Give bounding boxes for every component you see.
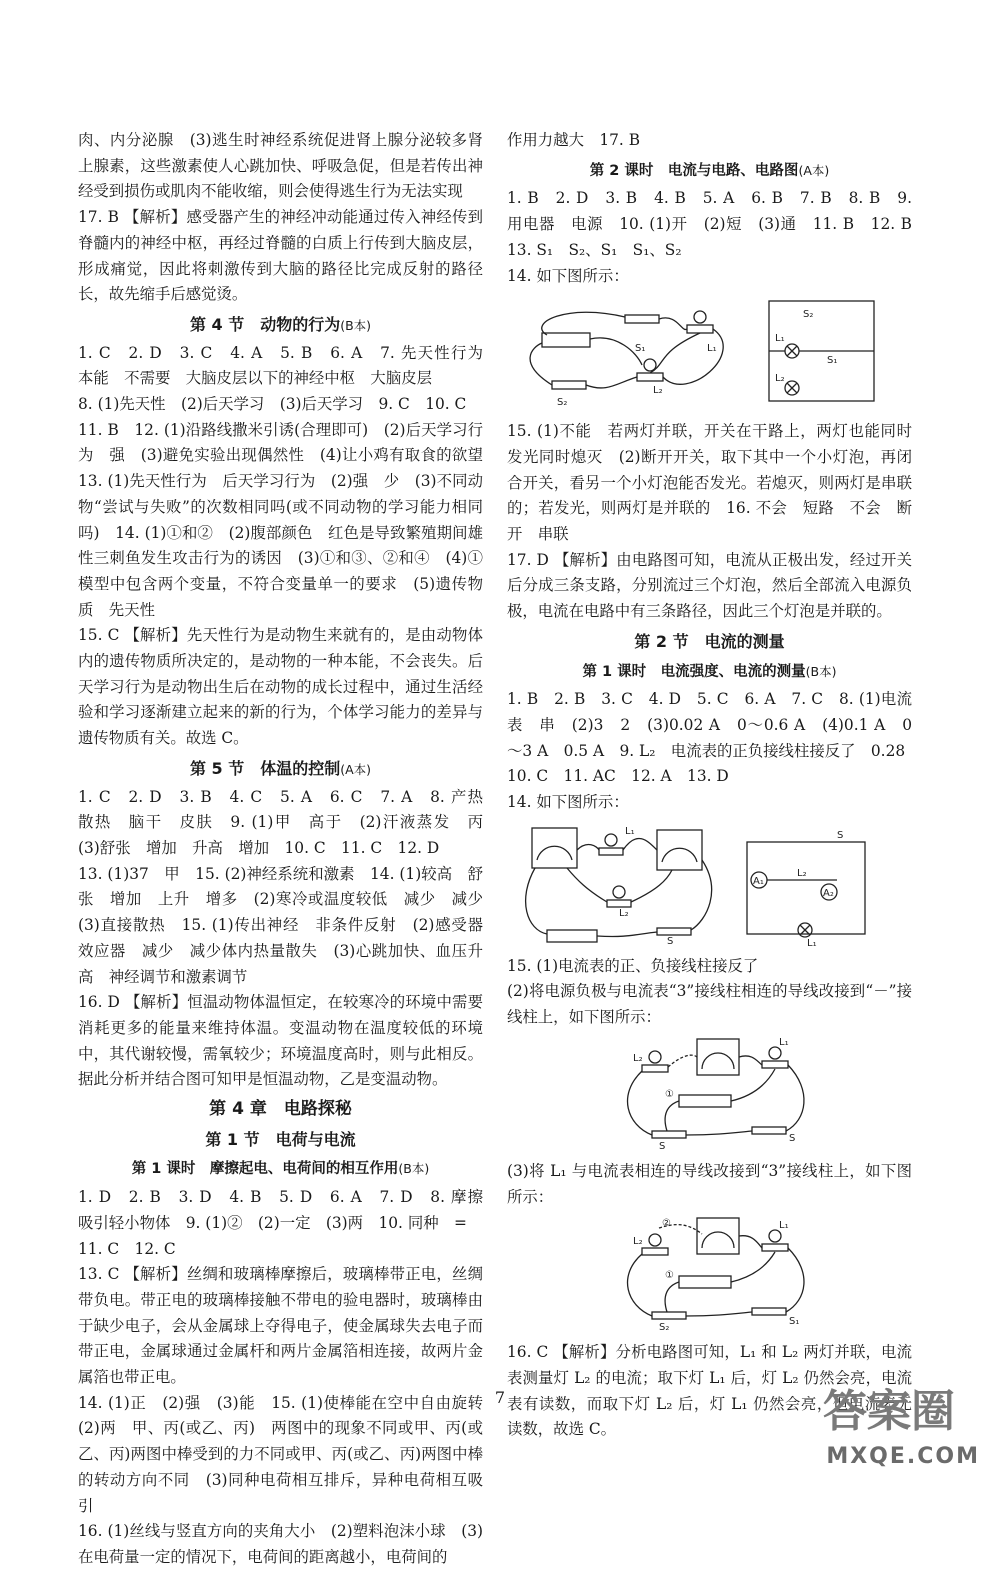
label: L₂ bbox=[797, 867, 807, 879]
label: L₂ bbox=[633, 1052, 643, 1064]
label: L₂ bbox=[653, 385, 663, 397]
switch-icon bbox=[652, 1131, 686, 1138]
heading-tag: (B本) bbox=[340, 317, 372, 333]
switch-icon bbox=[625, 315, 659, 323]
paragraph: (3)将 L₁ 与电流表相连的导线改接到“3”接线柱上，如下图所示： bbox=[507, 1161, 912, 1206]
label: ① bbox=[665, 1088, 674, 1100]
lesson-heading bbox=[507, 659, 912, 686]
paragraph: 16. D 【解析】恒温动物体温恒定，在较寒冷的环境中需要消耗更多的能量来维持体温。变温动物在温度较低的环境中，其代谢较慢，需氧较少；环境温度高时，则与此相反。据此分析并结合图可知甲是恒温动物，乙是变温动物。 bbox=[78, 993, 483, 1089]
label: A₁ bbox=[753, 875, 764, 887]
heading-tag: (B本) bbox=[805, 663, 837, 679]
watermark-url: MXQE.COM bbox=[826, 1444, 980, 1469]
battery-icon bbox=[547, 930, 597, 942]
bulb-base-icon bbox=[607, 900, 631, 907]
label: S₂ bbox=[557, 397, 568, 409]
label: S bbox=[659, 1140, 666, 1152]
heading-tag: (A本) bbox=[340, 761, 372, 777]
bulb-base-icon bbox=[637, 373, 663, 381]
paragraph: 1. B 2. B 3. C 4. D 5. C 6. A 7. C 8. (1)电流表 串 (2)3 2 (3)0.02 A 0～0.6 A (4)0.1 A 0～3 A 0.5 A 9. L₂ 电流表的正负接线柱接反了 0.28 bbox=[507, 690, 912, 760]
paragraph: 13. (1)37 甲 15. (2)神经系统和激素 14. (1)较高 舒张 增加 上升 增多 (2)寒冷或温度较低 减少 减少 (3)直接散热 15. (1)传出神经 非条件反射 (2)感受器 效应器 减少 减少体内热量散失 (3)心跳加快、血压升高 神经调节和激素调节 bbox=[78, 864, 499, 986]
paragraph: 14. 如下图所示： bbox=[507, 266, 629, 285]
label: S bbox=[837, 829, 844, 841]
bulb-icon bbox=[694, 311, 706, 323]
bulb-icon bbox=[613, 886, 625, 898]
paragraph: 13. C 【解析】丝绸和玻璃棒摩擦后，玻璃棒带正电，丝绸带负电。带正电的玻璃棒接触不带电的验电器时，玻璃棒由于缺少电子，会从金属球上夺得电子，使金属球失去电子而带正电，金属球通过金属杆和两片金属箔相连接，故两片金属箔也带正电。 bbox=[78, 1265, 483, 1387]
paragraph: 11. B 12. (1)沿路线撒米引诱(合理即可) (2)后天学习行为 强 (3)避免实验出现偶然性 (4)让小鸡有取食的欲望 13. (1)先天性行为 后天学习行为 (2)强 少 (3)不同动物“尝试与失败”的次数相同吗(或不同动物的学习能力相同吗) 14. (1)①和② (2)腹部颜色 红色是导致繁殖期间雄性三刺鱼发生攻击行为的诱因 (3)①和③、②和④ (4)①模型中包含两个变量，不符合变量单一的要求 (5)遗传物质 先天性 bbox=[78, 420, 499, 619]
lesson-heading bbox=[507, 158, 912, 185]
heading-tag: (A本) bbox=[798, 162, 830, 178]
label: L₁ bbox=[775, 333, 785, 345]
bulb-icon bbox=[649, 1234, 661, 1246]
lesson-heading bbox=[78, 1156, 483, 1183]
paragraph: 肉、内分泌腺 (3)逃生时神经系统促进肾上腺分泌较多肾上腺素，这些激素使人心跳加快、呼吸急促，但是若传出神经受到损伤或肌肉不能收缩，则会使得逃生行为无法实现 bbox=[78, 131, 483, 201]
heading-text: 第 1 课时 摩擦起电、电荷间的相互作用 bbox=[131, 1161, 399, 1178]
battery-icon bbox=[679, 1095, 731, 1107]
label: L₁ bbox=[779, 1036, 789, 1048]
label: L₂ bbox=[619, 907, 629, 919]
paragraph: 1. C 2. D 3. B 4. C 5. A 6. C 7. A 8. 产热 散热 脑干 皮肤 9. (1)甲 高于 (2)汗液蒸发 丙 (3)舒张 增加 升高 增加 10. C 11. C 12. D bbox=[78, 787, 499, 857]
paragraph: 16. C 【解析】分析电路图可知，L₁ 和 L₂ 两灯并联，电流表测量灯 L₂ 的电流；取下灯 L₁ 后，灯 L₂ 仍然会亮，电流表有读数，而取下灯 L₂ 后，灯 L₁ 仍然会亮，但电流表无读数，故选 C。 bbox=[507, 1343, 912, 1439]
bulb-base-icon bbox=[762, 1244, 788, 1251]
chapter-heading: 第 4 章 电路探秘 bbox=[209, 1099, 352, 1120]
label: A₂ bbox=[823, 887, 834, 899]
paragraph: 1. C 2. D 3. C 4. A 5. B 6. A 7. 先天性行为 本能 不需要 大脑皮层以下的神经中枢 大脑皮层 bbox=[78, 343, 499, 388]
ammeter-icon bbox=[697, 1218, 739, 1254]
circuit-diagram bbox=[507, 293, 912, 413]
switch-icon bbox=[552, 381, 586, 389]
label: L₁ bbox=[707, 343, 717, 355]
paragraph: 11. C 12. C bbox=[78, 1239, 176, 1258]
label: ② bbox=[662, 1218, 671, 1230]
circuit-diagram bbox=[507, 820, 912, 948]
label: S₂ bbox=[659, 1322, 670, 1334]
label: ① bbox=[665, 1270, 674, 1282]
battery-icon bbox=[679, 1276, 731, 1288]
heading-tag: (B本) bbox=[398, 1161, 430, 1177]
paragraph: (2)将电源负极与电流表“3”接线柱相连的导线改接到“－”接线柱上，如下图所示： bbox=[507, 982, 912, 1027]
heading-text: 第 5 节 体温的控制 bbox=[189, 758, 341, 778]
paragraph: 10. C 11. AC 12. A 13. D bbox=[507, 767, 729, 786]
label: S₂ bbox=[803, 309, 814, 321]
label: S₁ bbox=[827, 355, 838, 367]
ammeter-icon bbox=[657, 830, 702, 870]
bulb-icon bbox=[649, 1051, 661, 1063]
switch-icon bbox=[752, 1308, 786, 1315]
ammeter-icon bbox=[532, 828, 577, 868]
bulb-icon bbox=[769, 1230, 781, 1242]
label: L₂ bbox=[633, 1236, 643, 1248]
section-heading bbox=[78, 312, 483, 339]
section-heading: 第 2 节 电流的测量 bbox=[634, 631, 785, 651]
paragraph: 15. C 【解析】先天性行为是动物生来就有的，是由动物体内的遗传物质所决定的，是动物的一种本能，不会丧失。后天学习行为是动物出生后在动物的成长过程中，通过生活经验和学习逐渐建立起来的新的行为，个体学习能力的差异与遗传物质有关。故选 C。 bbox=[78, 626, 483, 748]
bulb-icon bbox=[769, 1047, 781, 1059]
circuit-figure-3 bbox=[507, 1035, 912, 1153]
label: L₂ bbox=[775, 373, 785, 385]
heading-text: 第 1 课时 电流强度、电流的测量 bbox=[582, 663, 806, 680]
bulb-base-icon bbox=[642, 1065, 668, 1072]
switch-icon bbox=[752, 1127, 786, 1134]
bulb-icon bbox=[605, 834, 617, 846]
bulb-base-icon bbox=[687, 325, 713, 333]
label: S bbox=[667, 935, 674, 947]
label: L₁ bbox=[625, 825, 635, 837]
paragraph: 1. D 2. B 3. D 4. B 5. D 6. A 7. D 8. 摩擦 吸引轻小物体 9. (1)② (2)一定 (3)两 10. 同种 = bbox=[78, 1188, 499, 1232]
section-heading bbox=[78, 756, 483, 783]
switch-icon bbox=[657, 928, 691, 935]
ammeter-icon bbox=[697, 1039, 739, 1075]
label: S bbox=[789, 1132, 796, 1144]
watermark-logo-text: 答案圈 bbox=[823, 1386, 955, 1437]
label: S₁ bbox=[789, 1316, 800, 1328]
right-column bbox=[507, 128, 928, 1443]
paragraph: 作用力越大 17. B bbox=[507, 131, 641, 149]
switch-icon bbox=[652, 1312, 686, 1319]
left-column bbox=[78, 128, 499, 1571]
battery-icon bbox=[542, 333, 590, 347]
bulb-base-icon bbox=[762, 1061, 788, 1068]
label: L₁ bbox=[779, 1220, 789, 1232]
label: S₁ bbox=[635, 343, 646, 355]
paragraph: 17. D 【解析】由电路图可知，电流从正极出发，经过开关后分成三条支路，分别流过三个灯泡，然后全部流入电源负极，电流在电路中有三条路径，因此三个灯泡是并联的。 bbox=[507, 550, 912, 621]
circuit-figure-1 bbox=[507, 293, 912, 413]
paragraph: 1. B 2. D 3. B 4. B 5. A 6. B 7. B 8. B 9. 用电器 电源 10. (1)开 (2)短 (3)通 11. B 12. B 13. S₁ S₂、S₁ S₁、S₂ bbox=[507, 189, 928, 259]
circuit-diagram bbox=[507, 1214, 912, 1334]
paragraph: 16. (1)丝线与竖直方向的夹角大小 (2)塑料泡沫小球 (3)在电荷量一定的情况下，电荷间的距离越小，电荷间的 bbox=[78, 1522, 483, 1566]
paragraph: 15. (1)不能 若两灯并联，开关在干路上，两灯也能同时发光同时熄灭 (2)断开开关，取下其中一个小灯泡，再闭合开关，看另一个小灯泡能否发光。若熄灭，则两灯是串联的；若发光，则两灯是并联的 16. 不会 短路 不会 断开 串联 bbox=[507, 422, 912, 544]
bulb-base-icon bbox=[642, 1248, 668, 1255]
label: L₁ bbox=[807, 937, 817, 948]
circuit-diagram bbox=[507, 1035, 912, 1153]
heading-text: 第 4 节 动物的行为 bbox=[189, 314, 341, 334]
heading-text: 第 2 课时 电流与电路、电路图 bbox=[589, 162, 799, 179]
circuit-figure-2 bbox=[507, 820, 912, 948]
section-heading: 第 1 节 电荷与电流 bbox=[205, 1129, 356, 1149]
paragraph: 17. B 【解析】感受器产生的神经冲动能通过传入神经传到脊髓内的神经中枢，再经过脊髓的白质上行传到大脑皮层，形成痛觉，因此将刺激传到大脑的路径比完成反射的路径长，故先缩手后感觉烫。 bbox=[78, 208, 483, 304]
paragraph: 14. (1)正 (2)强 (3)能 15. (1)使棒能在空中自由旋转 (2)两 甲、丙(或乙、丙) 两图中的现象不同或甲、丙(或乙、丙)两图中棒受到的力不同或甲、丙(或乙、丙)两图中棒的转动方向不同 (3)同种电荷相互排斥，异种电荷相互吸引 bbox=[78, 1393, 499, 1515]
page-number: 7 bbox=[494, 1388, 506, 1407]
circuit-figure-4 bbox=[507, 1214, 912, 1334]
paragraph: 14. 如下图所示： bbox=[507, 793, 629, 812]
bulb-base-icon bbox=[599, 848, 623, 855]
paragraph: 8. (1)先天性 (2)后天学习 (3)后天学习 9. C 10. C bbox=[78, 395, 467, 414]
paragraph: 15. (1)电流表的正、负接线柱接反了 bbox=[507, 956, 759, 975]
